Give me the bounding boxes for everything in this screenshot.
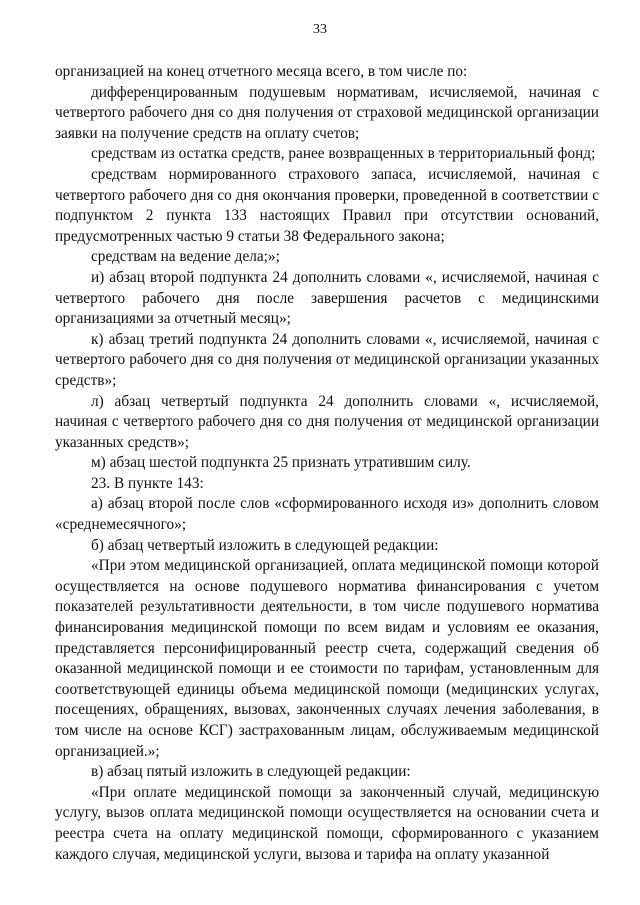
paragraph: и) абзац второй подпункта 24 дополнить словами «, исчисляемой, начиная с четвертого рабочего дня после завершения расчетов с медицинскими организациями за отчетный месяц»; [55, 268, 599, 328]
paragraph: м) абзац шестой подпункта 25 признать утратившим силу. [91, 454, 471, 472]
paragraph: л) абзац четвертый подпункта 24 дополнить словами «, исчисляемой, начиная с четвертого рабочего дня со дня получения от медицинской организации указанных средств»; [55, 392, 599, 451]
document-body [55, 62, 599, 865]
paragraph: средствам на ведение дела;»; [91, 248, 280, 266]
paragraph: организацией на конец отчетного месяца всего, в том числе по: [55, 63, 468, 80]
paragraph: в) абзац пятый изложить в следующей редакции: [91, 763, 411, 781]
paragraph: «При оплате медицинской помощи за законченный случай, медицинскую услугу, вызов оплата медицинской помощи осуществляется на основании счета и реестра счета на оплату медицинской помощи, сформированного с указанием каждого случая, медицинской услуги, вызова и тарифа на оплату указанной [55, 783, 599, 863]
paragraph: средствам из остатка средств, ранее возвращенных в территориальный фонд; [91, 145, 596, 163]
paragraph: дифференцированным подушевым нормативам, исчисляемой, начиная с четвертого рабочего дня со дня получения от страховой медицинской организации заявки на получение средств на оплату счетов; [55, 83, 599, 142]
paragraph: 23. В пункте 143: [91, 474, 204, 492]
page-number: 33 [313, 22, 327, 37]
paragraph: «При этом медицинской организацией, оплата медицинской помощи которой осуществляется на основе подушевого норматива финансирования с учетом показателей результативности деятельности, в том числе подушевого норматива финансирования медицинской помощи по всем видам и условиям ее оказания, представляется персонифицированный реестр счета, содержащий сведения об оказанной медицинской помощи и ее стоимости по тарифам, установленным для соответствующей единицы объема медицинской помощи (медицинских услугах, посещениях, обращениях, вызовах, законченных случаях лечения заболевания, в том числе на основе КСГ) застрахованным лицам, обслуживаемым медицинской организацией.»; [55, 557, 599, 760]
paragraph: средствам нормированного страхового запаса, исчисляемой, начиная с четвертого рабочего дня со дня окончания проверки, проведенной в соответствии с подпунктом 2 пункта 133 настоящих Правил при отсутствии оснований, предусмотренных частью 9 статьи 38 Федерального закона; [55, 165, 599, 245]
paragraph: а) абзац второй после слов «сформированного исходя из» дополнить словом «среднемесячного»; [55, 495, 599, 534]
paragraph: б) абзац четвертый изложить в следующей редакции: [91, 536, 439, 554]
paragraph: к) абзац третий подпункта 24 дополнить словами «, исчисляемой, начиная с четвертого рабочего дня со дня получения от медицинской организации указанных средств»; [55, 330, 599, 389]
